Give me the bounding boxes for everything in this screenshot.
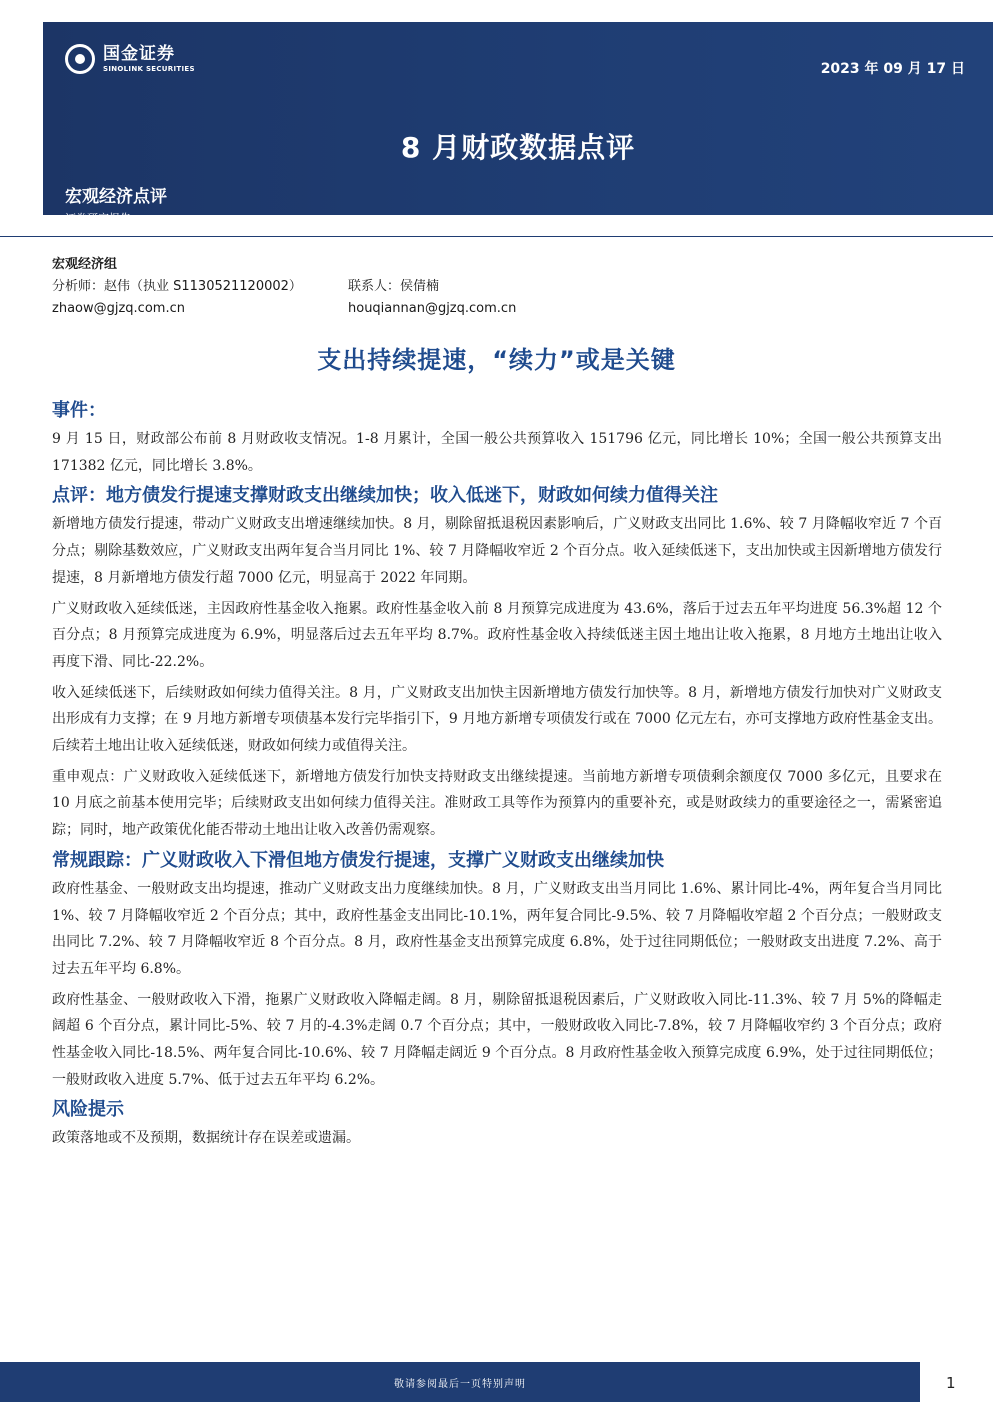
review-paragraph-3: 收入延续低迷下，后续财政如何续力值得关注。8 月，广义财政支出加快主因新增地方债发行加快等。8 月，新增地方债发行加快对广义财政支出形成有力支撑；在 9 月地方新增专项债基本发行完毕指引下，9 月地方新增专项债发行或在 7000 亿元左右，亦可支撑地方政府性基金支出。后续若土地出让收入延续低迷，财政如何续力或值得关注。 — [52, 684, 942, 755]
review-paragraph-1: 新增地方债发行提速，带动广义财政支出增速继续加快。8 月，剔除留抵退税因素影响后，广义财政支出同比 1.6%、较 7 月降幅收窄近 7 个百分点；剔除基数效应，广义财政支出两年复合当月同比 1%、较 7 月降幅收窄近 2 个百分点。收入延续低迷下，支出加快或主因新增地方债发行提速，8 月新增地方债发行超 7000 亿元，明显高于 2022 年同期。 — [52, 516, 942, 586]
disclaimer-note: 敬请参阅最后一页特别声明 — [394, 1379, 526, 1390]
page-number: 1 — [946, 1374, 956, 1392]
header-divider — [0, 236, 993, 237]
analyst-info: 分析师：赵伟（执业 S1130521120002） — [52, 279, 302, 294]
report-category: 宏观经济点评 — [65, 187, 167, 207]
report-type: 证券研究报告 — [65, 212, 131, 225]
tracking-paragraph-2: 政府性基金、一般财政收入下滑，拖累广义财政收入降幅走阔。8 月，剔除留抵退税因素后，广义财政收入同比-11.3%、较 7 月 5%的降幅走阔超 6 个百分点，累计同比-5%、较 7 月的-4.3%走阔 0.7 个百分点；其中，一般财政收入同比-7.8%，较 7 月降幅收窄约 3 个百分点；政府性基金收入同比-18.5%、两年复合同比-10.6%、较 7 月降幅走阔近 9 个百分点。8 月政府性基金收入预算完成度 6.9%，处于过往同期低位；一般财政收入进度 5.7%、低于过去五年平均 6.2%。 — [52, 991, 942, 1088]
report-body — [52, 396, 942, 1156]
tracking-heading: 常规跟踪：广义财政收入下滑但地方债发行提速，支撑广义财政支出继续加快 — [52, 849, 664, 871]
review-heading: 点评：地方债发行提速支撑财政支出继续加快；收入低迷下，财政如何续力值得关注 — [52, 485, 718, 507]
report-title: 8 月财政数据点评 — [400, 131, 636, 164]
event-heading: 事件： — [52, 400, 106, 421]
footer-bar — [0, 1362, 920, 1402]
report-date: 2023 年 09 月 17 日 — [820, 61, 965, 77]
research-group: 宏观经济组 — [52, 257, 118, 272]
review-paragraph-4: 重申观点：广义财政收入延续低迷下，新增地方债发行加快支持财政支出继续提速。当前地方新增专项债剩余额度仅 7000 多亿元，且要求在 10 月底之前基本使用完毕；后续财政支出如何续力值得关注。准财政工具等作为预算内的重要补充，或是财政续力的重要途径之一，需紧密追踪；同时，地产政策优化能否带动土地出让收入改善仍需观察。 — [52, 768, 942, 839]
review-paragraph-2: 广义财政收入延续低迷，主因政府性基金收入拖累。政府性基金收入前 8 月预算完成进度为 43.6%，落后于过去五年平均进度 56.3%超 12 个百分点；8 月预算完成进度为 6.9%，明显落后过去五年平均 8.7%。政府性基金收入持续低迷主因土地出让收入拖累，8 月地方土地出让收入再度下滑、同比-22.2%。 — [52, 600, 942, 670]
company-logo — [65, 44, 195, 74]
sinolink-logo-icon — [65, 44, 95, 74]
report-header-banner — [43, 22, 993, 225]
logo-name-cn: 国金证券 — [103, 43, 175, 64]
author-block — [52, 254, 516, 320]
risk-heading: 风险提示 — [52, 1099, 124, 1121]
report-headline: 支出持续提速，“续力”或是关键 — [317, 346, 676, 374]
logo-name-en: SINOLINK SECURITIES — [103, 64, 195, 73]
analyst-email[interactable]: zhaow@gjzq.com.cn — [52, 301, 185, 316]
event-paragraph: 9 月 15 日，财政部公布前 8 月财政收支情况。1-8 月累计，全国一般公共预算收入 151796 亿元，同比增长 10%；全国一般公共预算支出 171382 亿元，同比增长 3.8%。 — [52, 431, 942, 474]
contact-email[interactable]: houqiannan@gjzq.com.cn — [348, 301, 517, 316]
risk-paragraph: 政策落地或不及预期，数据统计存在误差或遗漏。 — [52, 1130, 360, 1147]
contact-info: 联系人：侯倩楠 — [348, 279, 440, 294]
tracking-paragraph-1: 政府性基金、一般财政支出均提速，推动广义财政支出力度继续加快。8 月，广义财政支出当月同比 1.6%、累计同比-4%，两年复合当月同比 1%、较 7 月降幅收窄近 2 个百分点；其中，政府性基金支出同比-10.1%，两年复合同比-9.5%、较 7 月降幅收窄超 2 个百分点；一般财政支出同比 7.2%、较 7 月降幅收窄近 8 个百分点。8 月，政府性基金支出预算完成度 6.8%，处于过往同期低位；一般财政支出进度 7.2%、高于过去五年平均 6.8%。 — [52, 880, 942, 977]
